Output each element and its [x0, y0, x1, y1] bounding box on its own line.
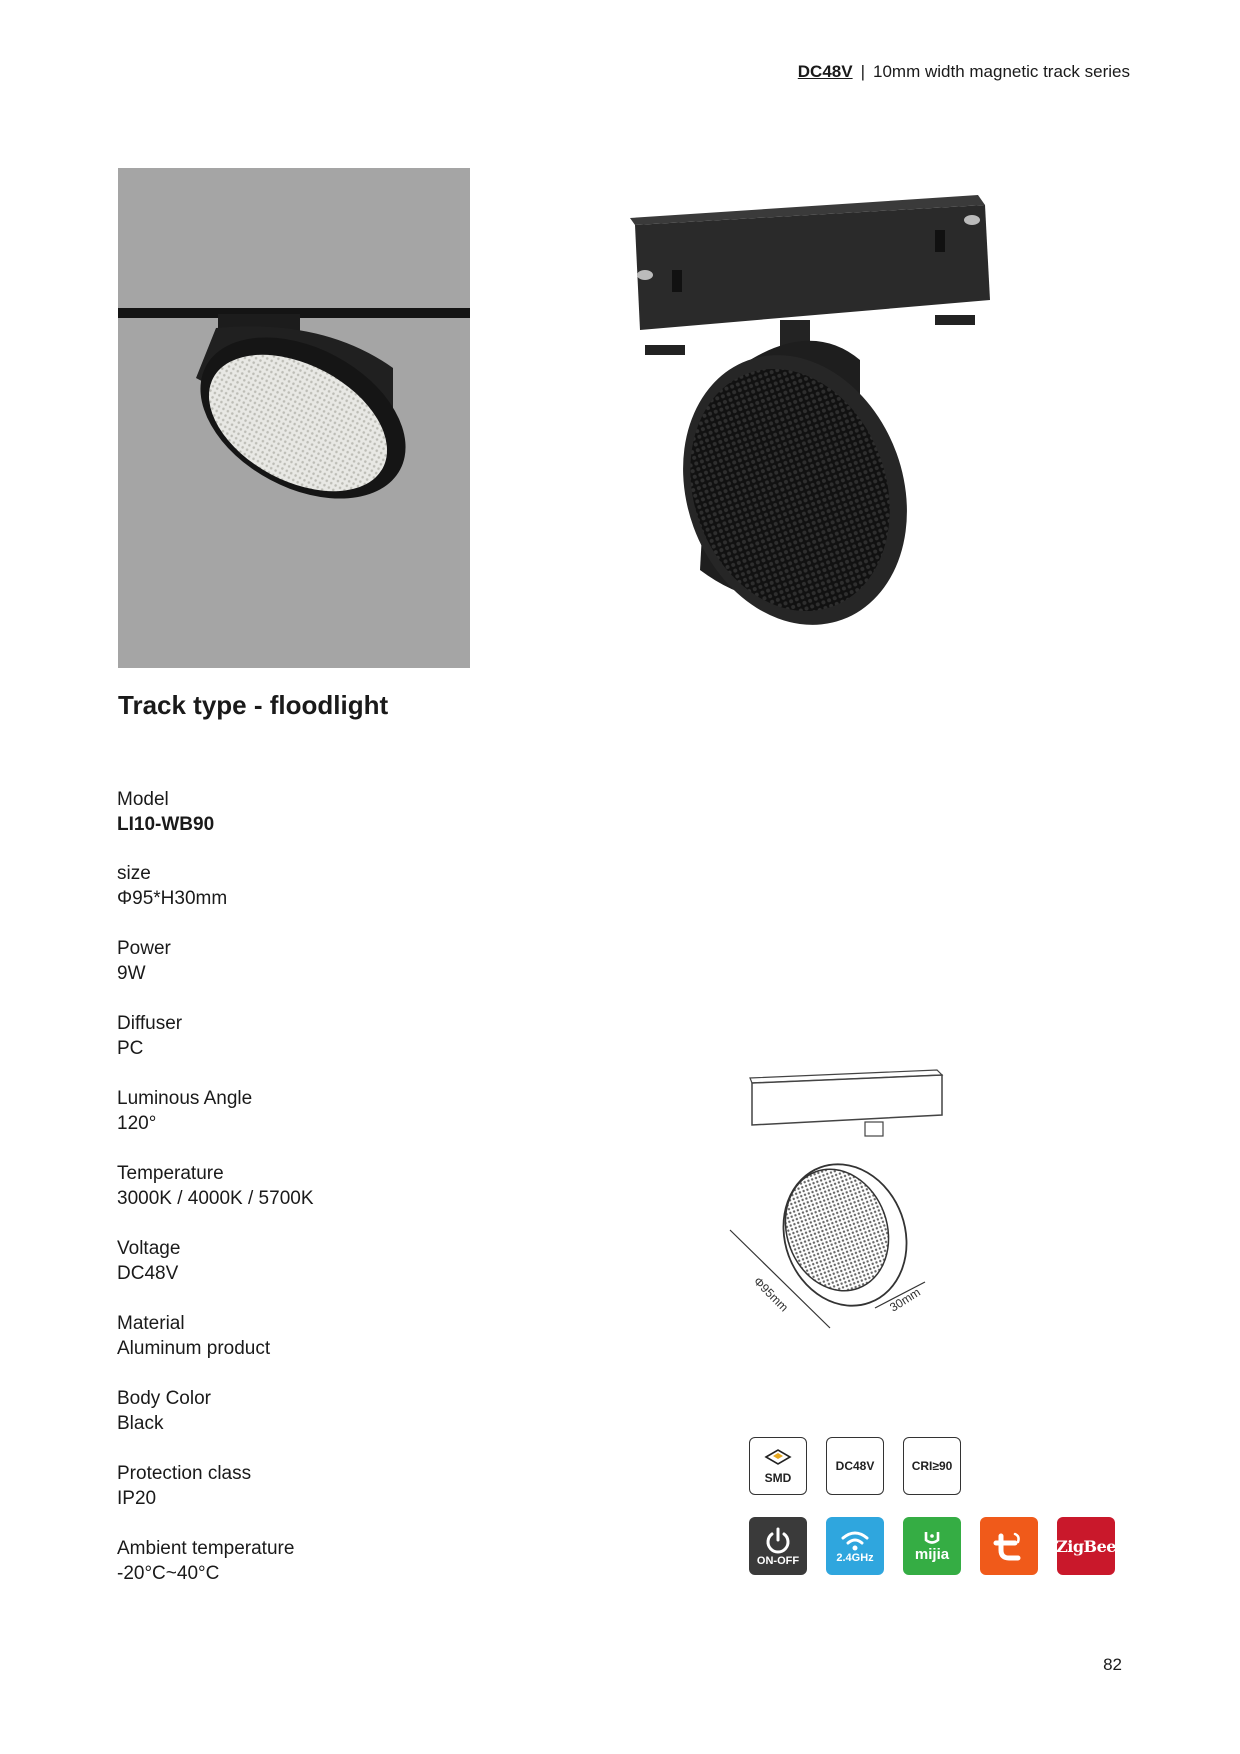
power-icon — [763, 1525, 793, 1555]
zigbee-label: ZigBee — [1056, 1536, 1116, 1556]
spec-value: -20°C~40°C — [117, 1563, 220, 1584]
spec-label: Ambient temperature — [117, 1538, 295, 1559]
spec-ambient-temperature — [117, 1536, 294, 1586]
spec-voltage — [117, 1236, 180, 1286]
zigbee-badge — [1057, 1517, 1115, 1575]
spec-value: Black — [117, 1413, 164, 1434]
spec-body-color — [117, 1386, 211, 1436]
spec-label: Luminous Angle — [117, 1088, 253, 1109]
spec-label: Material — [117, 1313, 185, 1334]
mijia-label: mijia — [914, 1545, 950, 1563]
product-title: Track type - floodlight — [118, 690, 389, 720]
spec-power — [117, 936, 171, 986]
spec-size — [117, 861, 227, 911]
spec-value: 120° — [117, 1113, 157, 1134]
voltage-badge — [826, 1437, 884, 1495]
spec-label: Model — [117, 789, 169, 810]
spec-value: DC48V — [117, 1263, 179, 1284]
diameter-label: Φ95mm — [750, 1274, 792, 1315]
spec-label: size — [117, 863, 151, 884]
tuya-badge — [980, 1517, 1038, 1575]
spec-value: PC — [117, 1038, 144, 1059]
spec-temperature — [117, 1161, 314, 1211]
tuya-logo-icon — [991, 1528, 1027, 1564]
product-render — [630, 190, 1010, 650]
spec-label: Voltage — [117, 1238, 181, 1259]
wifi-badge — [826, 1517, 884, 1575]
series-code: DC48V — [797, 62, 853, 81]
product-photo — [118, 168, 470, 668]
series-name: 10mm width magnetic track series — [873, 62, 1130, 81]
spec-value: LI10-WB90 — [117, 814, 215, 835]
wifi-icon — [840, 1528, 870, 1552]
page-header — [798, 62, 1130, 82]
spec-value: 3000K / 4000K / 5700K — [117, 1188, 314, 1209]
smd-badge — [749, 1437, 807, 1495]
spec-diffuser — [117, 1011, 182, 1061]
header-separator: | — [860, 62, 866, 81]
spec-label: Protection class — [117, 1463, 252, 1484]
on-off-label: ON-OFF — [756, 1555, 800, 1567]
spec-label: Power — [117, 938, 171, 959]
spec-value: IP20 — [117, 1488, 157, 1509]
spec-value: Aluminum product — [117, 1338, 271, 1359]
dimension-drawing — [725, 1060, 950, 1340]
mijia-logo-icon — [921, 1530, 943, 1546]
cri-label: CRI≥90 — [911, 1459, 953, 1473]
wifi-label: 2.4GHz — [836, 1552, 874, 1564]
spec-value: 9W — [117, 963, 146, 984]
spec-label: Diffuser — [117, 1013, 183, 1034]
spec-model — [117, 787, 214, 837]
spec-material — [117, 1311, 270, 1361]
spec-value: Φ95*H30mm — [117, 888, 228, 909]
smd-label: SMD — [764, 1471, 792, 1485]
spec-label: Temperature — [117, 1163, 224, 1184]
height-label: 30mm — [887, 1285, 923, 1315]
page-number: 82 — [1103, 1655, 1122, 1674]
voltage-label: DC48V — [835, 1459, 875, 1473]
spec-luminous-angle — [117, 1086, 252, 1136]
mijia-badge — [903, 1517, 961, 1575]
on-off-badge — [749, 1517, 807, 1575]
smd-chip-icon — [763, 1447, 793, 1471]
cri-badge — [903, 1437, 961, 1495]
spec-label: Body Color — [117, 1388, 211, 1409]
spec-protection-class — [117, 1461, 251, 1511]
